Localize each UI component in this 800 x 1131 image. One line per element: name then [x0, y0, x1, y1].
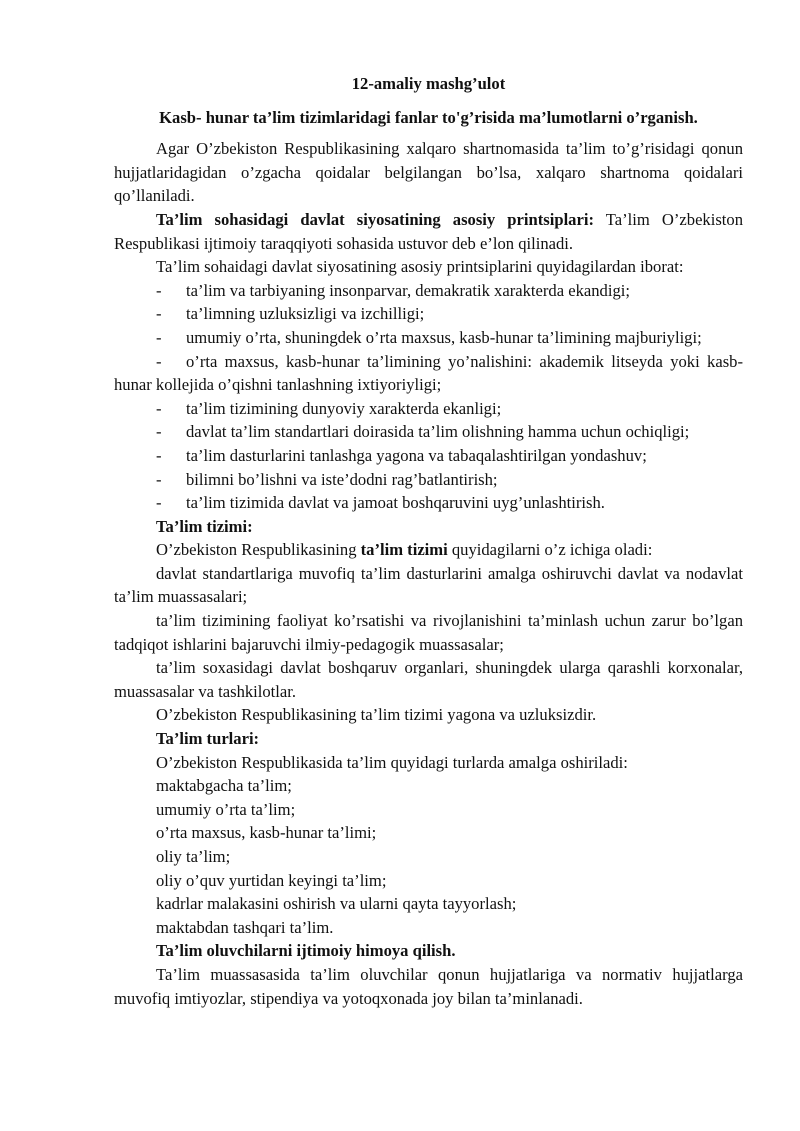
page-title: 12-amaliy mashg’ulot — [351, 74, 506, 93]
heading-education-system-text: Ta’lim tizimi: — [156, 516, 253, 536]
list-dash: - — [156, 280, 162, 300]
principles-heading-rest: Ta’lim O’zbekiston Respublikasi ijtimoiy taraqqiyoti sohasida ustuvor deb e’lon qilinadi. — [114, 209, 743, 253]
list-dash: - — [156, 304, 162, 324]
principles-heading: Ta’lim sohasidagi davlat siyosatining asosiy printsiplari: — [156, 209, 594, 229]
paragraph-system-item: ta’lim tizimining faoliyat ko’rsatishi va rivojlanishini ta’minlash uchun zarur bo’lgan tadqiqot ishlarini bajaruvchi ilmiy-pedagogik muassasalar; — [114, 611, 743, 654]
heading-education-system — [114, 515, 743, 539]
paragraph-international-treaty: Agar O’zbekiston Respublikasining xalqaro shartnomasida ta’lim to’g’risidagi qonun hujjatlaridagidan o’zgacha qoidalar belgilangan bo’lsa, xalqaro shartnoma qoidalari qo’llaniladi. — [114, 139, 743, 206]
heading-social-protection — [114, 939, 743, 963]
list-item — [114, 279, 743, 303]
list-item — [114, 397, 743, 421]
list-dash: - — [156, 422, 162, 442]
heading-education-types — [114, 727, 743, 751]
paragraph-principles-heading — [114, 208, 743, 255]
list-dash: - — [156, 398, 162, 418]
list-item-text: ta’lim va tarbiyaning insonparvar, demakratik xarakterda ekandigi; — [186, 280, 630, 300]
list-dash: - — [156, 493, 162, 513]
type-item: o’rta maxsus, kasb-hunar ta’limi; — [156, 823, 377, 843]
document-page — [114, 72, 743, 1010]
type-item: umumiy o’rta ta’lim; — [156, 799, 296, 819]
list-item-text: davlat ta’lim standartlari doirasida ta’lim olishning hamma uchun ochiqligi; — [186, 422, 690, 442]
list-dash: - — [156, 469, 162, 489]
paragraph-system-item: davlat standartlariga muvofiq ta’lim dasturlarini amalga oshiruvchi davlat va nodavlat ta’lim muassasalari; — [114, 563, 743, 607]
heading-education-types-text: Ta’lim turlari: — [156, 729, 260, 749]
list-item — [114, 326, 743, 350]
type-item: oliy o’quv yurtidan keyingi ta’lim; — [156, 870, 387, 890]
list-item — [114, 302, 743, 326]
paragraph-system-end: O’zbekiston Respublikasining ta’lim tizimi yagona va uzluksizdir. — [156, 705, 597, 725]
paragraph-system-item: ta’lim soxasidagi davlat boshqaruv organlari, shuningdek ularga qarashli korxonalar, muassasalar va tashkilotlar. — [114, 658, 743, 701]
list-dash: - — [156, 445, 162, 465]
principles-list — [114, 279, 743, 515]
system-intro-a: O’zbekiston Respublikasining — [156, 540, 361, 560]
type-item: maktabgacha ta’lim; — [156, 776, 292, 796]
list-item-text: ta’lim tizimida davlat va jamoat boshqaruvini uyg’unlashtirish. — [186, 493, 605, 513]
list-item-text: ta’limning uzluksizligi va izchilligi; — [186, 304, 425, 324]
system-intro-b: quyidagilarni o’z ichiga oladi: — [447, 540, 653, 560]
type-item: maktabdan tashqari ta’lim. — [156, 917, 334, 937]
list-item — [114, 350, 743, 397]
list-item-text: o’rta maxsus, kasb-hunar ta’limining yo’nalishini: akademik litseyda yoki kasb-hunar kollejida o’qishni tanlashning ixtiyoriyligi; — [114, 351, 743, 395]
list-item — [114, 420, 743, 444]
type-item: oliy ta’lim; — [156, 847, 231, 866]
list-item — [114, 491, 743, 515]
list-item-text: ta’lim dasturlarini tanlashga yagona va tabaqalashtirilgan yondashuv; — [186, 445, 647, 465]
list-dash: - — [156, 327, 162, 347]
list-item-text: ta’lim tizimining dunyoviy xarakterda ekanligi; — [186, 398, 502, 418]
paragraph-system-intro — [114, 538, 743, 562]
paragraph-principles-intro: Ta’lim sohaidagi davlat siyosatining asosiy printsiplarini quyidagilardan iborat: — [156, 257, 684, 277]
heading-social-protection-text: Ta’lim oluvchilarni ijtimoiy himoya qilish. — [156, 941, 456, 961]
list-item — [114, 468, 743, 492]
list-dash: - — [156, 351, 162, 371]
system-intro-bold: ta’lim tizimi — [360, 540, 448, 560]
type-item: kadrlar malakasini oshirish va ularni qayta tayyorlash; — [156, 894, 517, 914]
page-subtitle: Kasb- hunar ta’lim tizimlaridagi fanlar to'g’risida ma’lumotlarni o’rganish. — [159, 107, 698, 127]
list-item — [114, 444, 743, 468]
paragraph-social-protection: Ta’lim muassasasida ta’lim oluvchilar qonun hujjatlariga va normativ hujjatlarga muvofiq imtiyozlar, stipendiya va yotoqxonada joy bilan ta’minlanadi. — [114, 964, 743, 1008]
list-item-text: umumiy o’rta, shuningdek o’rta maxsus, kasb-hunar ta’limining majburiyligi; — [186, 327, 702, 347]
paragraph-types-intro: O’zbekiston Respublikasida ta’lim quyidagi turlarda amalga oshiriladi: — [156, 752, 628, 772]
list-item-text: bilimni bo’lishni va iste’dodni rag’batlantirish; — [186, 469, 498, 489]
